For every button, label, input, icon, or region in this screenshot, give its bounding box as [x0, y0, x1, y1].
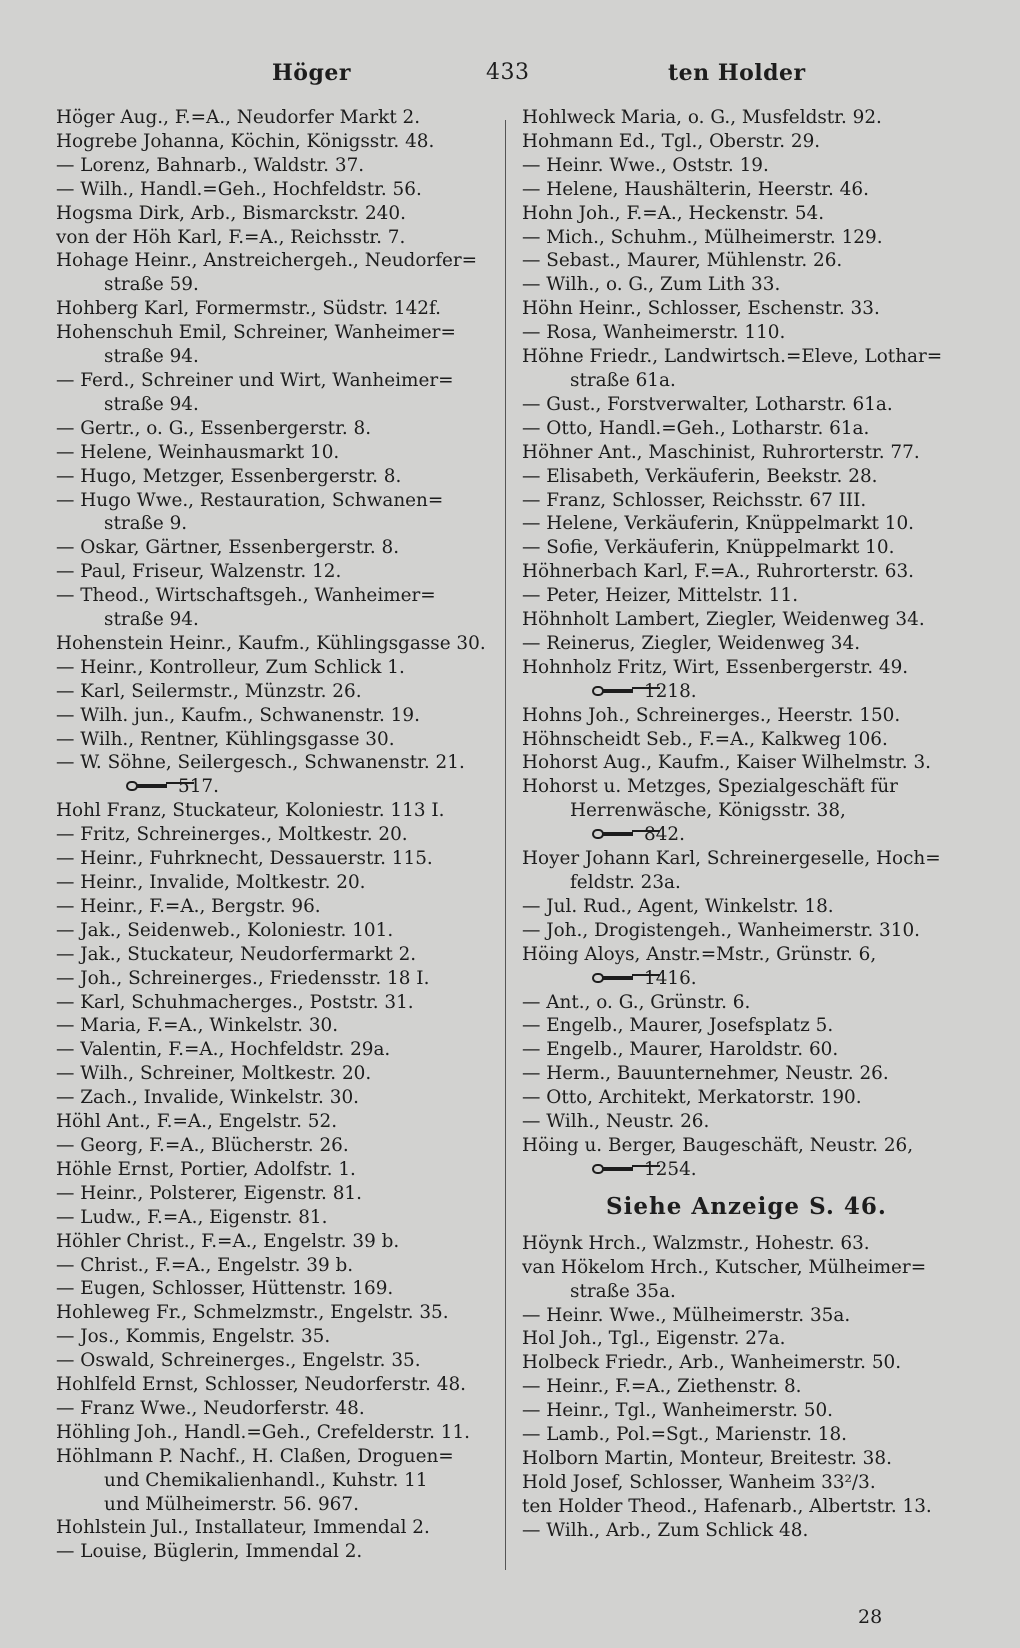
directory-entry [522, 297, 960, 321]
directory-entry [56, 512, 492, 536]
directory-entry [56, 967, 492, 991]
directory-entry [56, 417, 492, 441]
right-column [522, 106, 960, 1543]
directory-entry [522, 393, 960, 417]
directory-entry [522, 847, 960, 871]
entry-text: Hohnholz Fritz, Wirt, Essenbergerstr. 49. [522, 656, 909, 678]
entry-text: 842. [644, 824, 685, 846]
directory-entry [522, 154, 960, 178]
entry-text: — Wilh., Rentner, Kühlingsgasse 30. [56, 728, 395, 750]
directory-entry [522, 345, 960, 369]
phone-entry [56, 775, 492, 799]
directory-entry [522, 1280, 960, 1304]
entry-text: — Rosa, Wanheimerstr. 110. [522, 322, 786, 344]
directory-entry [56, 1062, 492, 1086]
directory-entry [56, 441, 492, 465]
directory-entry [522, 273, 960, 297]
entry-text: Hohns Joh., Schreinerges., Heerstr. 150. [522, 704, 901, 726]
directory-entry [56, 1445, 492, 1469]
entry-text: Hoyer Johann Karl, Schreinergeselle, Hoch= [522, 848, 941, 870]
entry-text: — Georg, F.=A., Blücherstr. 26. [56, 1134, 349, 1156]
entry-text: Höhl Ant., F.=A., Engelstr. 52. [56, 1111, 338, 1133]
directory-entry [522, 728, 960, 752]
entry-text: Hohl Franz, Stuckateur, Koloniestr. 113 I. [56, 800, 445, 822]
directory-entry [56, 1493, 492, 1517]
directory-entry [56, 656, 492, 680]
directory-entry [522, 178, 960, 202]
directory-entry [56, 1373, 492, 1397]
entry-text: Hold Josef, Schlosser, Wanheim 33²/3. [522, 1471, 876, 1493]
entry-text: Hogrebe Johanna, Köchin, Königsstr. 48. [56, 130, 435, 152]
directory-entry [56, 297, 492, 321]
directory-entry [56, 704, 492, 728]
directory-entry [56, 823, 492, 847]
directory-entry [56, 1014, 492, 1038]
entry-text: Hohenstein Heinr., Kaufm., Kühlingsgasse 30. [56, 632, 486, 654]
directory-entry [56, 584, 492, 608]
directory-entry [56, 1516, 492, 1540]
entry-text: — Helene, Haushälterin, Heerstr. 46. [522, 178, 869, 200]
directory-entry [56, 1230, 492, 1254]
directory-entry [522, 1134, 960, 1158]
entry-text: 1218. [644, 680, 697, 702]
phone-entry [522, 1158, 960, 1182]
entry-text: — Engelb., Maurer, Haroldstr. 60. [522, 1039, 839, 1061]
entry-text: Hohlstein Jul., Installateur, Immendal 2. [56, 1517, 430, 1539]
entry-text: — Wilh. jun., Kaufm., Schwanenstr. 19. [56, 704, 420, 726]
directory-entry [56, 202, 492, 226]
entry-text: — Wilh., Schreiner, Moltkestr. 20. [56, 1063, 372, 1085]
entry-text: Hol Joh., Tgl., Eigenstr. 27a. [522, 1328, 786, 1350]
entry-text: Hohlweck Maria, o. G., Musfeldstr. 92. [522, 107, 882, 128]
directory-entry [56, 1540, 492, 1564]
directory-entry [56, 154, 492, 178]
entry-text: Hohenschuh Emil, Schreiner, Wanheimer= [56, 322, 456, 344]
directory-entry [56, 321, 492, 345]
entry-text: — Jos., Kommis, Engelstr. 35. [56, 1326, 331, 1348]
entry-text: — Reinerus, Ziegler, Weidenweg 34. [522, 632, 861, 654]
directory-entry [56, 249, 492, 273]
entry-text: — Oswald, Schreinerges., Engelstr. 35. [56, 1350, 421, 1372]
entry-text: — Herm., Bauunternehmer, Neustr. 26. [522, 1063, 889, 1085]
directory-entry [522, 1256, 960, 1280]
entry-text: — Gust., Forstverwalter, Lotharstr. 61a. [522, 393, 893, 415]
entry-text: — Valentin, F.=A., Hochfeldstr. 29a. [56, 1039, 391, 1061]
directory-entry [56, 1086, 492, 1110]
entry-text: Höhler Christ., F.=A., Engelstr. 39 b. [56, 1230, 400, 1252]
entry-text: — Karl, Schuhmacherges., Poststr. 31. [56, 991, 414, 1013]
directory-entry [522, 1086, 960, 1110]
entry-text: 1416. [644, 967, 697, 989]
entry-text: Hohmann Ed., Tgl., Oberstr. 29. [522, 130, 821, 152]
directory-entry [56, 1349, 492, 1373]
entry-text: 517. [178, 776, 219, 798]
column-divider [505, 120, 506, 1570]
entry-text: — Eugen, Schlosser, Hüttenstr. 169. [56, 1278, 394, 1300]
directory-entry [522, 1399, 960, 1423]
entry-text: Hogsma Dirk, Arb., Bismarckstr. 240. [56, 202, 406, 224]
entry-text: — Heinr., Invalide, Moltkestr. 20. [56, 872, 366, 893]
directory-entry [522, 799, 960, 823]
entry-text: Hohleweg Fr., Schmelzmstr., Engelstr. 35. [56, 1302, 449, 1324]
directory-entry [522, 106, 960, 130]
entry-text: Hohn Joh., F.=A., Heckenstr. 54. [522, 202, 825, 224]
phone-entry [522, 680, 960, 704]
entry-text: und Chemikalienhandl., Kuhstr. 11 [104, 1469, 428, 1491]
directory-entry [56, 560, 492, 584]
entry-text: Herrenwäsche, Königsstr. 38, [570, 800, 846, 822]
directory-entry [522, 1038, 960, 1062]
directory-entry [522, 417, 960, 441]
entry-text: Höing Aloys, Anstr.=Mstr., Grünstr. 6, [522, 943, 877, 965]
directory-entry [522, 1471, 960, 1495]
page-header-number: 433 [486, 60, 530, 85]
directory-entry [522, 1014, 960, 1038]
entry-text: — Heinr. Wwe., Oststr. 19. [522, 154, 769, 176]
entry-text: — Otto, Handl.=Geh., Lotharstr. 61a. [522, 417, 870, 439]
telephone-icon [592, 971, 638, 985]
directory-entry [56, 273, 492, 297]
entry-text: Höhling Joh., Handl.=Geh., Crefelderstr. 11. [56, 1421, 471, 1443]
entry-text: — Wilh., o. G., Zum Lith 33. [522, 274, 781, 296]
entry-text: — Ferd., Schreiner und Wirt, Wanheimer= [56, 369, 454, 391]
directory-entry [56, 943, 492, 967]
entry-text: — Gertr., o. G., Essenbergerstr. 8. [56, 417, 372, 439]
entry-text: — Zach., Invalide, Winkelstr. 30. [56, 1087, 359, 1109]
directory-entry [56, 465, 492, 489]
directory-entry [522, 632, 960, 656]
directory-entry [56, 1254, 492, 1278]
directory-entry [56, 751, 492, 775]
directory-entry [56, 919, 492, 943]
entry-text: straße 61a. [570, 369, 676, 391]
directory-entry [522, 226, 960, 250]
directory-entry [522, 249, 960, 273]
directory-entry [522, 560, 960, 584]
directory-entry [56, 106, 492, 130]
telephone-icon [592, 1162, 638, 1176]
entry-text: 1254. [644, 1158, 697, 1180]
entry-text: Höger Aug., F.=A., Neudorfer Markt 2. [56, 107, 421, 128]
entry-text: — Sebast., Maurer, Mühlenstr. 26. [522, 250, 843, 272]
entry-text: Holborn Martin, Monteur, Breitestr. 38. [522, 1447, 892, 1469]
entry-text: Siehe Anzeige S. 46. [606, 1192, 887, 1220]
entry-text: — Peter, Heizer, Mittelstr. 11. [522, 585, 799, 607]
entry-text: — Helene, Verkäuferin, Knüppelmarkt 10. [522, 513, 915, 535]
entry-text: — Paul, Friseur, Walzenstr. 12. [56, 561, 342, 583]
directory-entry [522, 704, 960, 728]
directory-entry [56, 728, 492, 752]
directory-entry [522, 202, 960, 226]
directory-entry [522, 584, 960, 608]
phone-entry [522, 967, 960, 991]
directory-entry [522, 1304, 960, 1328]
entry-text: — Mich., Schuhm., Mülheimerstr. 129. [522, 226, 883, 248]
directory-entry [522, 489, 960, 513]
directory-entry [56, 489, 492, 513]
entry-text: Hohberg Karl, Formermstr., Südstr. 142f. [56, 298, 441, 320]
entry-text: Höhnholt Lambert, Ziegler, Weidenweg 34. [522, 609, 925, 631]
directory-entry [522, 512, 960, 536]
entry-text: — Jak., Stuckateur, Neudorfermarkt 2. [56, 943, 417, 965]
entry-text: — Franz Wwe., Neudorferstr. 48. [56, 1397, 365, 1419]
directory-entry [522, 441, 960, 465]
entry-text: — Ludw., F.=A., Eigenstr. 81. [56, 1206, 328, 1228]
entry-text: — Heinr., F.=A., Bergstr. 96. [56, 895, 321, 917]
directory-entry [56, 895, 492, 919]
telephone-icon [592, 684, 638, 698]
entry-text: von der Höh Karl, F.=A., Reichsstr. 7. [56, 226, 406, 248]
entry-text: Höhner Ant., Maschinist, Ruhrorterstr. 77. [522, 441, 920, 463]
entry-text: Hohorst Aug., Kaufm., Kaiser Wilhelmstr. 3. [522, 752, 932, 774]
entry-text: straße 94. [104, 609, 199, 631]
directory-entry [56, 680, 492, 704]
entry-text: — Hugo Wwe., Restauration, Schwanen= [56, 489, 444, 511]
entry-text: — Wilh., Arb., Zum Schlick 48. [522, 1519, 809, 1541]
left-column [56, 106, 492, 1564]
entry-text: — Heinr., F.=A., Ziethenstr. 8. [522, 1376, 802, 1398]
entry-text: und Mülheimerstr. 56. 967. [104, 1493, 359, 1515]
directory-entry [56, 1038, 492, 1062]
entry-text: straße 9. [104, 513, 188, 535]
entry-text: Hohlfeld Ernst, Schlosser, Neudorferstr. 48. [56, 1374, 466, 1396]
directory-entry [522, 465, 960, 489]
entry-text: van Hökelom Hrch., Kutscher, Mülheimer= [522, 1256, 927, 1278]
entry-text: — Franz, Schlosser, Reichsstr. 67 III. [522, 489, 867, 511]
directory-entry [522, 943, 960, 967]
directory-entry [522, 1447, 960, 1471]
entry-text: — Heinr., Kontrolleur, Zum Schlick 1. [56, 656, 405, 678]
directory-entry [56, 1397, 492, 1421]
entry-text: — Engelb., Maurer, Josefsplatz 5. [522, 1015, 834, 1037]
entry-text: straße 35a. [570, 1280, 676, 1302]
entry-text: straße 59. [104, 274, 199, 296]
directory-entry [56, 991, 492, 1015]
entry-text: — Jul. Rud., Agent, Winkelstr. 18. [522, 895, 834, 917]
entry-text: — Lamb., Pol.=Sgt., Marienstr. 18. [522, 1424, 848, 1446]
entry-text: — Oskar, Gärtner, Essenbergerstr. 8. [56, 537, 400, 559]
entry-text: — Louise, Büglerin, Immendal 2. [56, 1541, 363, 1563]
directory-entry [522, 895, 960, 919]
directory-entry [56, 178, 492, 202]
directory-entry [522, 608, 960, 632]
directory-entry [56, 1182, 492, 1206]
running-head-right: ten Holder [668, 60, 806, 86]
entry-text: — Joh., Drogistengeh., Wanheimerstr. 310. [522, 919, 920, 941]
directory-entry [56, 226, 492, 250]
entry-text: — Elisabeth, Verkäuferin, Beekstr. 28. [522, 465, 878, 487]
directory-entry [522, 1423, 960, 1447]
directory-entry [522, 1375, 960, 1399]
directory-entry [56, 393, 492, 417]
advertisement-note [522, 1182, 960, 1232]
telephone-icon [592, 827, 638, 841]
directory-entry [56, 1421, 492, 1445]
entry-text: — Ant., o. G., Grünstr. 6. [522, 991, 751, 1013]
entry-text: Höhnerbach Karl, F.=A., Ruhrorterstr. 63. [522, 561, 915, 583]
entry-text: — Otto, Architekt, Merkatorstr. 190. [522, 1087, 862, 1109]
entry-text: — Helene, Weinhausmarkt 10. [56, 441, 340, 463]
directory-entry [56, 871, 492, 895]
entry-text: — Christ., F.=A., Engelstr. 39 b. [56, 1254, 354, 1276]
entry-text: — Heinr., Fuhrknecht, Dessauerstr. 115. [56, 848, 433, 870]
directory-entry [56, 536, 492, 560]
entry-text: Höhle Ernst, Portier, Adolfstr. 1. [56, 1158, 356, 1180]
entry-text: — Karl, Seilermstr., Münzstr. 26. [56, 680, 362, 702]
entry-text: — Jak., Seidenweb., Koloniestr. 101. [56, 919, 394, 941]
entry-text: — Lorenz, Bahnarb., Waldstr. 37. [56, 154, 365, 176]
directory-entry [522, 1351, 960, 1375]
directory-entry [56, 632, 492, 656]
directory-entry [522, 919, 960, 943]
directory-entry [522, 321, 960, 345]
directory-entry [522, 1232, 960, 1256]
entry-text: — Heinr. Wwe., Mülheimerstr. 35a. [522, 1304, 851, 1326]
entry-text: Höing u. Berger, Baugeschäft, Neustr. 26, [522, 1134, 914, 1156]
entry-text: — Maria, F.=A., Winkelstr. 30. [56, 1015, 339, 1037]
directory-entry [522, 751, 960, 775]
running-head-left: Höger [272, 60, 351, 86]
directory-entry [56, 608, 492, 632]
entry-text: — W. Söhne, Seilergesch., Schwanenstr. 21. [56, 752, 465, 774]
entry-text: Höhn Heinr., Schlosser, Eschenstr. 33. [522, 298, 880, 320]
entry-text: — Theod., Wirtschaftsgeh., Wanheimer= [56, 585, 436, 607]
entry-text: — Heinr., Tgl., Wanheimerstr. 50. [522, 1400, 834, 1422]
directory-entry [56, 1110, 492, 1134]
directory-entry [522, 1495, 960, 1519]
directory-entry [522, 1110, 960, 1134]
directory-entry [56, 847, 492, 871]
directory-entry [56, 1206, 492, 1230]
directory-entry [56, 130, 492, 154]
directory-entry [56, 799, 492, 823]
entry-text: feldstr. 23a. [570, 872, 681, 893]
directory-entry [522, 1519, 960, 1543]
entry-text: Höynk Hrch., Walzmstr., Hohestr. 63. [522, 1232, 870, 1254]
entry-text: Höhne Friedr., Landwirtsch.=Eleve, Lothar= [522, 346, 943, 368]
directory-entry [56, 1301, 492, 1325]
entry-text: Holbeck Friedr., Arb., Wanheimerstr. 50. [522, 1352, 902, 1374]
entry-text: — Joh., Schreinerges., Friedensstr. 18 I. [56, 967, 430, 989]
entry-text: — Wilh., Handl.=Geh., Hochfeldstr. 56. [56, 178, 422, 200]
entry-text: — Fritz, Schreinerges., Moltkestr. 20. [56, 824, 408, 846]
telephone-icon [126, 779, 172, 793]
directory-entry [522, 130, 960, 154]
directory-entry [522, 775, 960, 799]
directory-entry [522, 991, 960, 1015]
phone-entry [522, 823, 960, 847]
directory-entry [56, 345, 492, 369]
entry-text: Hohorst u. Metzges, Spezialgeschäft für [522, 776, 898, 798]
entry-text: — Heinr., Polsterer, Eigenstr. 81. [56, 1182, 362, 1204]
directory-entry [56, 1158, 492, 1182]
directory-entry [522, 1327, 960, 1351]
directory-entry [522, 369, 960, 393]
entry-text: straße 94. [104, 346, 199, 368]
footer-page-number: 28 [858, 1606, 883, 1628]
entry-text: ten Holder Theod., Hafenarb., Albertstr. 13. [522, 1495, 932, 1517]
directory-entry [56, 1469, 492, 1493]
entry-text: — Wilh., Neustr. 26. [522, 1111, 710, 1133]
entry-text: Höhlmann P. Nachf., H. Claßen, Droguen= [56, 1445, 454, 1467]
entry-text: Hohage Heinr., Anstreichergeh., Neudorfer= [56, 250, 478, 272]
directory-entry [522, 656, 960, 680]
entry-text: — Sofie, Verkäuferin, Knüppelmarkt 10. [522, 537, 895, 559]
directory-entry [522, 1062, 960, 1086]
entry-text: — Hugo, Metzger, Essenbergerstr. 8. [56, 465, 402, 487]
directory-entry [56, 1277, 492, 1301]
directory-entry [522, 536, 960, 560]
entry-text: straße 94. [104, 393, 199, 415]
directory-entry [56, 1134, 492, 1158]
entry-text: Höhnscheidt Seb., F.=A., Kalkweg 106. [522, 728, 888, 750]
directory-entry [56, 369, 492, 393]
directory-entry [56, 1325, 492, 1349]
directory-entry [522, 871, 960, 895]
